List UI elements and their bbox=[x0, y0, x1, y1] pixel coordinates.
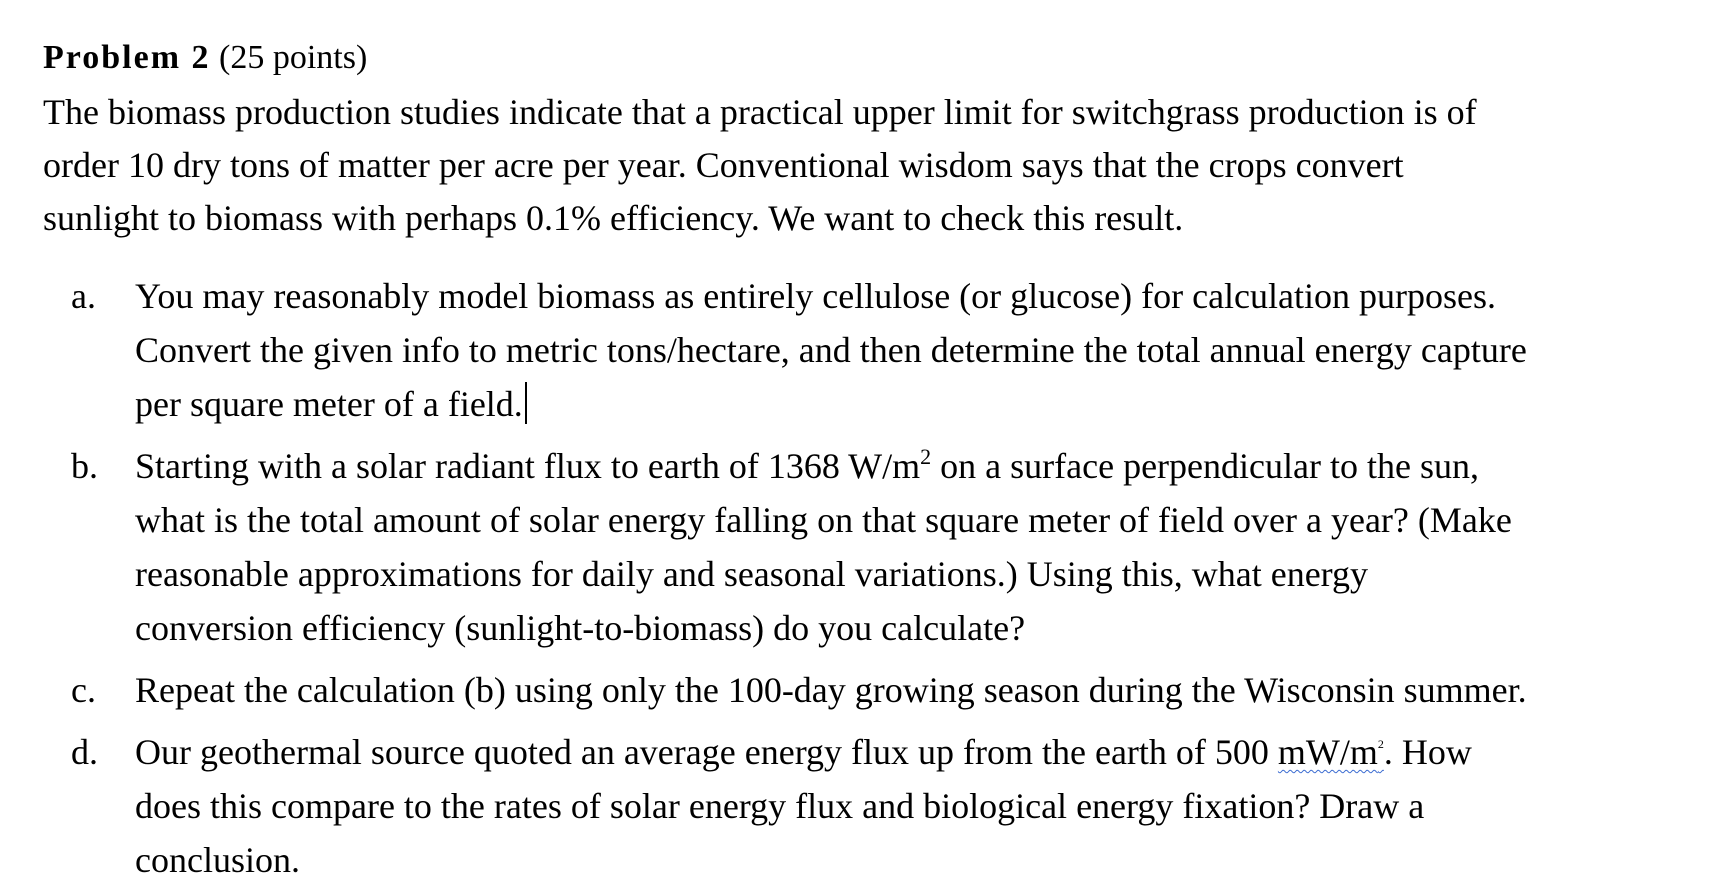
unit-text: mW/m bbox=[1277, 732, 1378, 772]
part-line-with-cursor bbox=[135, 377, 1703, 431]
part-line: reasonable approximations for daily and seasonal variations.) Using this, what energy bbox=[135, 554, 1369, 594]
problem-points: (25 points) bbox=[219, 39, 368, 76]
part-line: You may reasonably model biomass as entirely cellulose (or glucose) for calculation purposes. bbox=[135, 276, 1497, 316]
problem-title: Problem 2 bbox=[43, 39, 211, 76]
part-a[interactable] bbox=[43, 269, 1703, 431]
part-line-text: . How bbox=[1383, 732, 1472, 772]
part-line-text: Our geothermal source quoted an average energy flux up from the earth of 500 bbox=[135, 732, 1278, 772]
part-c[interactable] bbox=[43, 663, 1703, 717]
problem-intro[interactable] bbox=[43, 86, 1703, 245]
spellcheck-underlined-unit[interactable] bbox=[1278, 732, 1384, 772]
part-line bbox=[135, 439, 1703, 493]
part-line: Convert the given info to metric tons/hectare, and then determine the total annual energy capture bbox=[135, 330, 1527, 370]
superscript-two: 2 bbox=[1377, 737, 1384, 751]
part-line-text: Starting with a solar radiant flux to earth of 1368 W/m bbox=[135, 446, 921, 486]
part-b[interactable] bbox=[43, 439, 1703, 655]
problem-document bbox=[43, 30, 1703, 895]
part-line-text: per square meter of a field. bbox=[135, 384, 523, 424]
intro-line: sunlight to biomass with perhaps 0.1% efficiency. We want to check this result. bbox=[43, 198, 1184, 238]
part-d[interactable] bbox=[43, 725, 1703, 887]
part-marker: b. bbox=[71, 446, 98, 486]
intro-line: The biomass production studies indicate that a practical upper limit for switchgrass production is of bbox=[43, 92, 1477, 132]
intro-line: order 10 dry tons of matter per acre per year. Conventional wisdom says that the crops convert bbox=[43, 145, 1404, 185]
part-marker: a. bbox=[71, 276, 96, 316]
part-marker: c. bbox=[71, 670, 96, 710]
part-line: does this compare to the rates of solar energy flux and biological energy fixation? Draw a bbox=[135, 786, 1425, 826]
part-line: conversion efficiency (sunlight-to-biomass) do you calculate? bbox=[135, 608, 1026, 648]
part-line-text: on a surface perpendicular to the sun, bbox=[931, 446, 1479, 486]
part-marker: d. bbox=[71, 732, 98, 772]
problem-parts-list bbox=[43, 269, 1703, 887]
part-line: Repeat the calculation (b) using only the 100-day growing season during the Wisconsin summer. bbox=[135, 670, 1527, 710]
part-line bbox=[135, 725, 1703, 779]
part-line: conclusion. bbox=[135, 840, 300, 880]
text-cursor bbox=[525, 382, 527, 424]
problem-heading bbox=[43, 30, 1703, 86]
superscript-two: 2 bbox=[920, 444, 932, 469]
part-line: what is the total amount of solar energy falling on that square meter of field over a year? (Make bbox=[135, 500, 1512, 540]
